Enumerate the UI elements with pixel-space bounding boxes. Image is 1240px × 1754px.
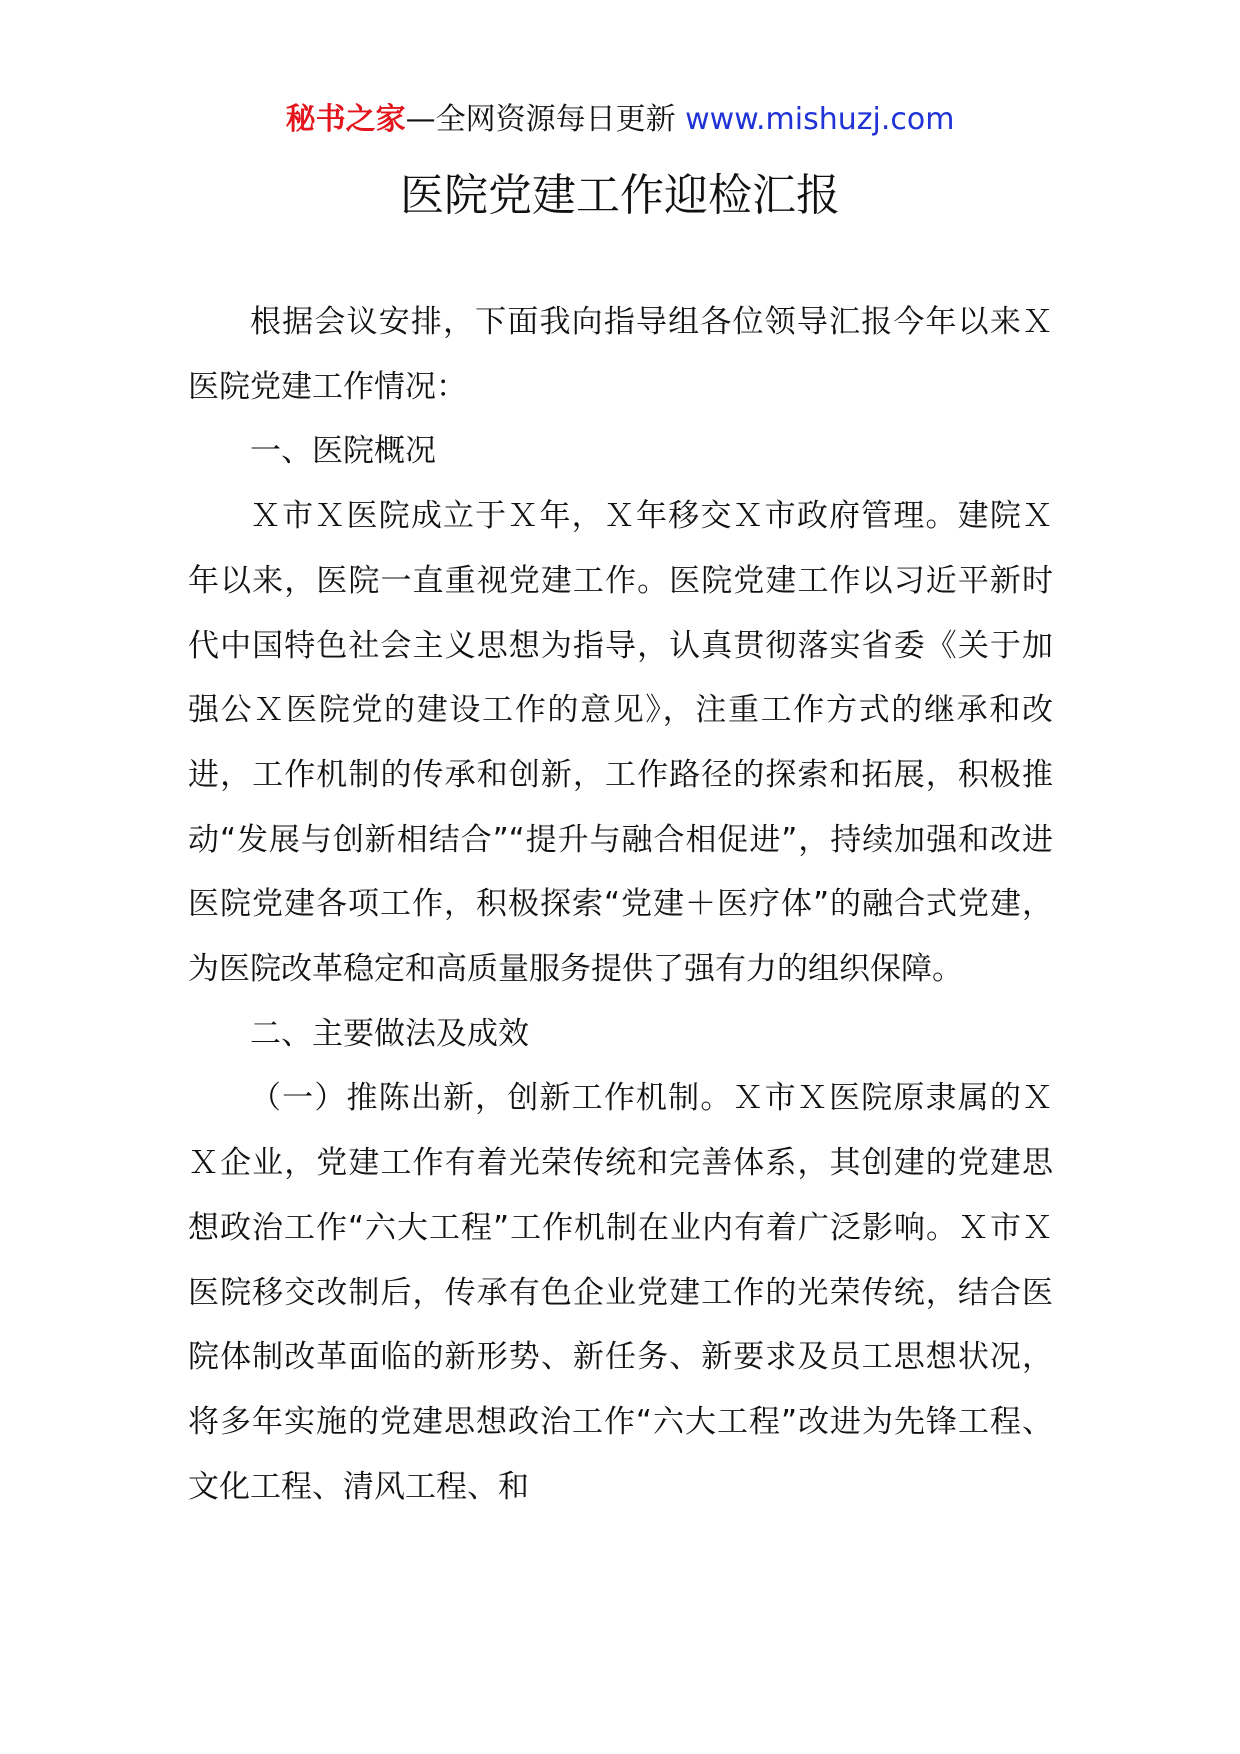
overview-paragraph: Ｘ市Ｘ医院成立于Ｘ年，Ｘ年移交Ｘ市政府管理。建院Ｘ年以来，医院一直重视党建工作。医院党建工作以习近平新时代中国特色社会主义思想为指导，认真贯彻落实省委《关于加强公Ｘ医院党的建设工作的意见》，注重工作方式的继承和改进，工作机制的传承和创新，工作路径的探索和拓展，积极推动“发展与创新相结合”“提升与融合相促进”，持续加强和改进医院党建各项工作，积极探索“党建＋医疗体”的融合式党建，为医院改革稳定和高质量服务提供了强有力的组织保障。	[188, 498, 1053, 988]
site-url-link[interactable]: www.mishuzj.com	[685, 102, 955, 137]
practices-paragraph-1: （一）推陈出新，创新工作机制。Ｘ市Ｘ医院原隶属的ＸＸ企业，党建工作有着光荣传统和完善体系，其创建的党建思想政治工作“六大工程”工作机制在业内有着广泛影响。Ｘ市Ｘ医院移交改制后，传承有色企业党建工作的光荣传统，结合医院体制改革面临的新形势、新任务、新要求及员工思想状况，将多年实施的党建思想政治工作“六大工程”改进为先锋工程、文化工程、清风工程、和	[188, 1080, 1053, 1505]
section-heading-practices: 二、主要做法及成效	[250, 1015, 529, 1052]
section-heading-overview: 一、医院概况	[250, 433, 436, 470]
site-header	[0, 100, 1240, 140]
site-brand: 秘书之家	[285, 102, 406, 137]
document-body	[188, 290, 1053, 1519]
intro-paragraph: 根据会议安排，下面我向指导组各位领导汇报今年以来Ｘ医院党建工作情况：	[188, 304, 1053, 405]
document-title: 医院党建工作迎检汇报	[400, 170, 840, 221]
site-tagline: —全网资源每日更新	[405, 102, 686, 137]
